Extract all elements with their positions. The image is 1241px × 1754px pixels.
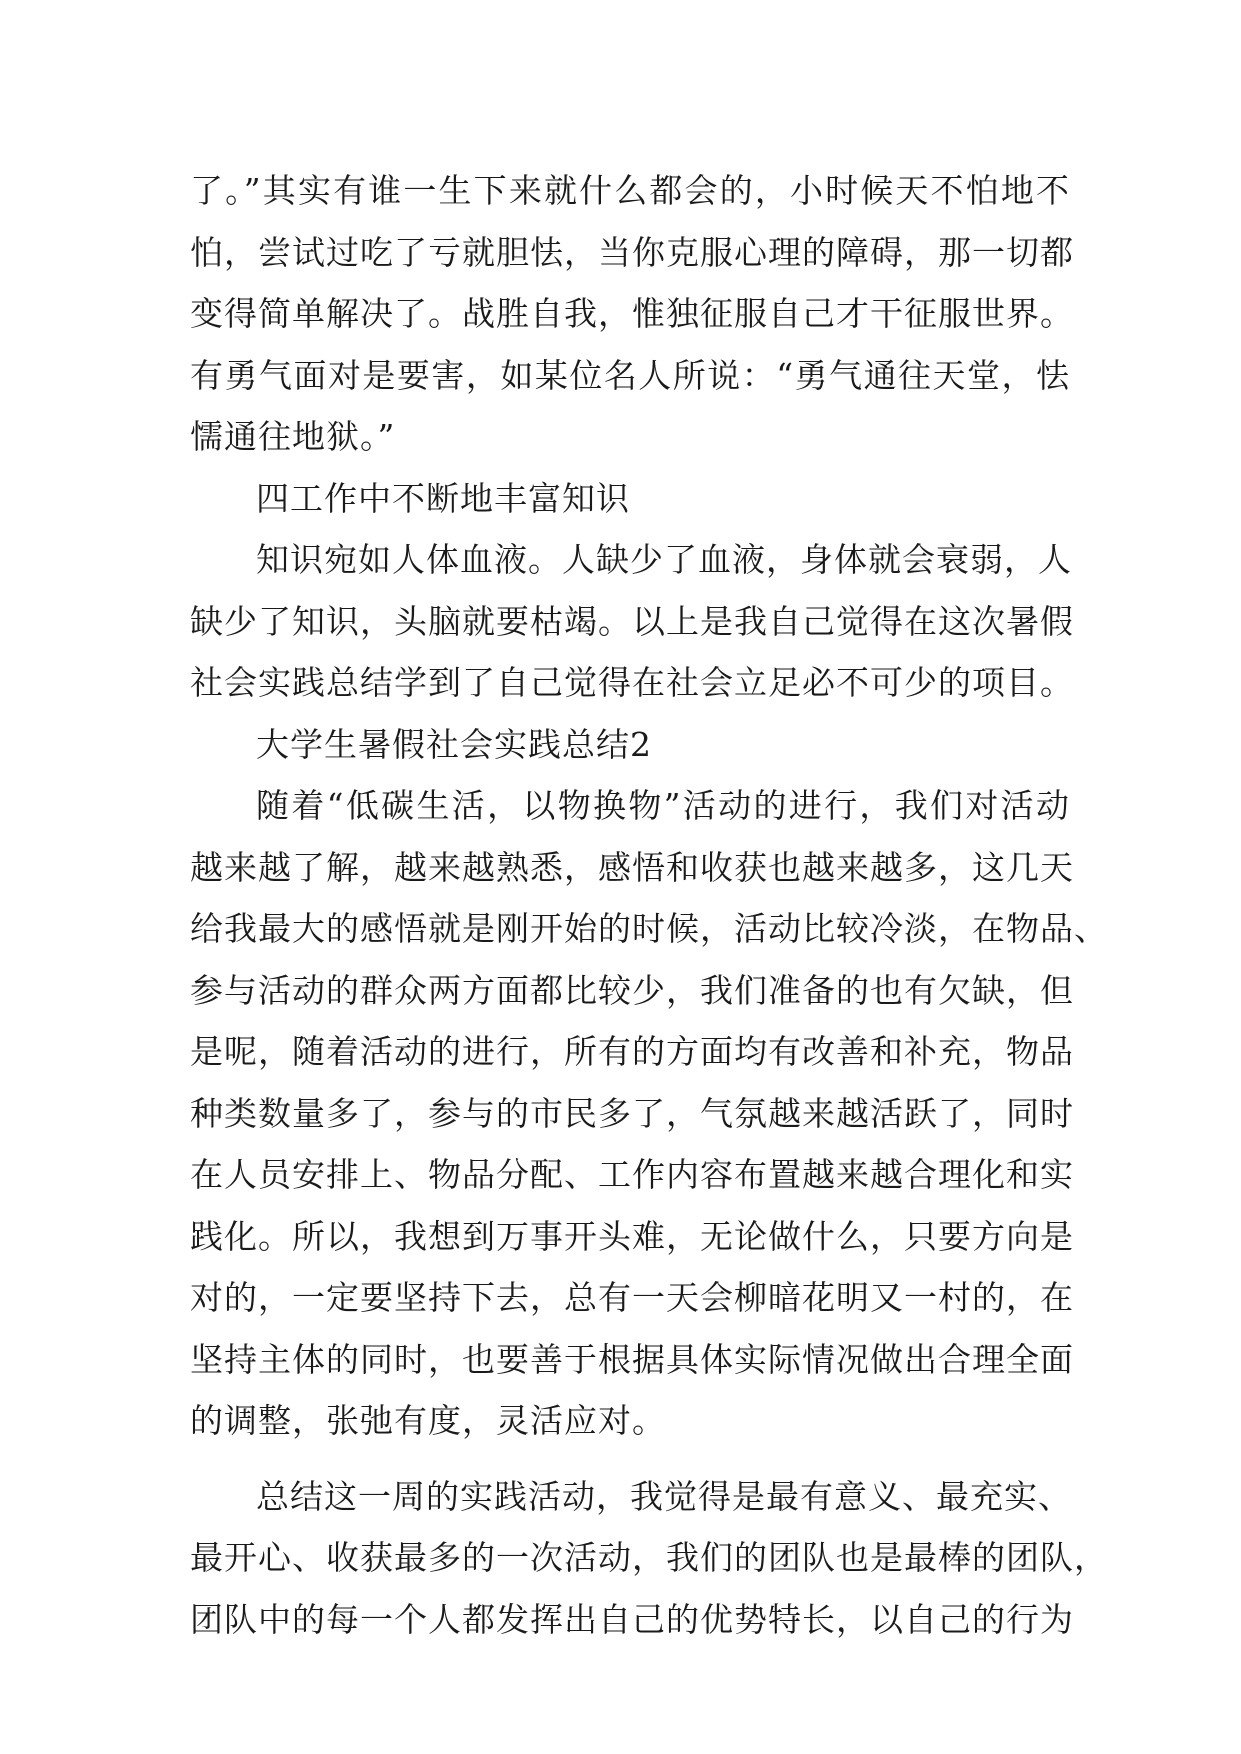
p5-line-7: 在人员安排上、物品分配、工作内容布置越来越合理化和实 [190, 1155, 1074, 1194]
p3-line-1: 知识宛如人体血液。人缺少了血液，身体就会衰弱，人 [256, 540, 1072, 579]
p6-line-3: 团队中的每一个人都发挥出自己的优势特长，以自己的行为 [190, 1599, 1074, 1639]
p1-line-2: 怕，尝试过吃了亏就胆怯，当你克服心理的障碍，那一切都 [190, 232, 1074, 272]
document-body [190, 160, 1108, 1650]
p6-line-1: 总结这一周的实践活动，我觉得是最有意义、最充实、 [256, 1476, 1072, 1516]
p1-line-4: 有勇气面对是要害，如某位名人所说：“勇气通往天堂，怯 [190, 355, 1070, 395]
p3-line-3: 社会实践总结学到了自己觉得在社会立足必不可少的项目。 [190, 663, 1074, 702]
p5-line-8: 践化。所以，我想到万事开头难，无论做什么，只要方向是 [190, 1216, 1074, 1256]
section-heading-four: 四工作中不断地丰富知识 [256, 478, 630, 518]
p5-line-9: 对的，一定要坚持下去，总有一天会柳暗花明又一村的，在 [190, 1278, 1074, 1317]
p5-line-11: 的调整，张弛有度，灵活应对。 [190, 1401, 666, 1440]
p5-line-3: 给我最大的感悟就是刚开始的时候，活动比较冷淡，在物品、 [190, 909, 1108, 948]
p5-line-10: 坚持主体的同时，也要善于根据具体实际情况做出合理全面 [190, 1339, 1074, 1379]
p6-line-2: 最开心、收获最多的一次活动，我们的团队也是最棒的团队， [190, 1538, 1108, 1577]
p5-line-6: 种类数量多了，参与的市民多了，气氛越来越活跃了，同时 [190, 1093, 1074, 1133]
p1-line-3: 变得简单解决了。战胜自我，惟独征服自己才干征服世界。 [190, 294, 1074, 333]
p5-line-2: 越来越了解，越来越熟悉，感悟和收获也越来越多，这几天 [190, 847, 1074, 887]
p5-line-1: 随着“低碳生活，以物换物”活动的进行，我们对活动 [256, 786, 1070, 825]
p5-line-5: 是呢，随着活动的进行，所有的方面均有改善和补充，物品 [190, 1032, 1074, 1071]
p5-line-4: 参与活动的群众两方面都比较少，我们准备的也有欠缺，但 [190, 970, 1074, 1010]
p3-line-2: 缺少了知识，头脑就要枯竭。以上是我自己觉得在这次暑假 [190, 601, 1074, 641]
p1-line-5: 懦通往地狱。” [190, 417, 396, 456]
article-subtitle: 大学生暑假社会实践总结2 [256, 724, 652, 764]
p1-line-1: 了。”其实有谁一生下来就什么都会的，小时候天不怕地不 [190, 171, 1070, 210]
